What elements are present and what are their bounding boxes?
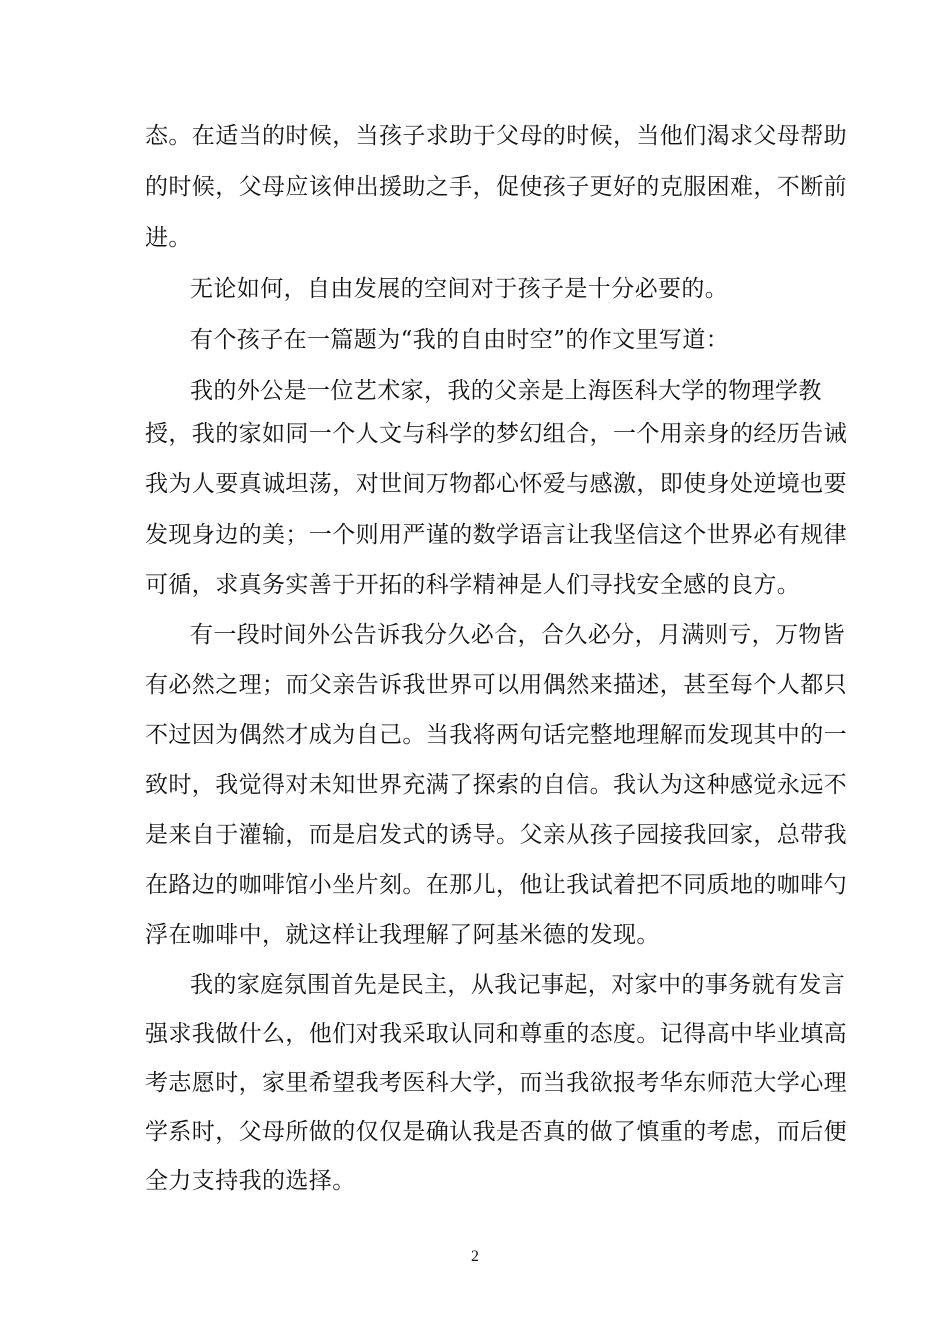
text-line: 有必然之理；而父亲告诉我世界可以用偶然来描述，甚至每个人都只 (145, 672, 847, 698)
text-line: 进。 (145, 225, 192, 251)
text-line: 态。在适当的时候，当孩子求助于父母的时候，当他们渴求父母帮助 (145, 123, 847, 149)
paragraph-first-line: 无论如何，自由发展的空间对于孩子是十分必要的。 (190, 276, 729, 302)
paragraph-first-line: 我的家庭氛围首先是民主，从我记事起，对家中的事务就有发言 (190, 972, 846, 998)
page-number: 2 (471, 1248, 479, 1265)
paragraph-first-line: 有个孩子在一篇题为“我的自由时空”的作文里写道： (190, 327, 730, 353)
text-line: 学系时，父母所做的仅仅是确认我是否真的做了慎重的考虑，而后便 (145, 1119, 847, 1145)
text-line: 考志愿时，家里希望我考医科大学，而当我欲报考华东师范大学心理 (145, 1070, 847, 1096)
text-line: 可循，求真务实善于开拓的科学精神是人们寻找安全感的良方。 (145, 572, 801, 598)
text-line: 我为人要真诚坦荡，对世间万物都心怀爱与感激，即使身处逆境也要 (145, 471, 847, 497)
text-line: 是来自于灌输，而是启发式的诱导。父亲从孩子园接我回家，总带我 (145, 822, 847, 848)
text-line: 致时，我觉得对未知世界充满了探索的自信。我认为这种感觉永远不 (145, 772, 847, 798)
text-line: 不过因为偶然才成为自己。当我将两句话完整地理解而发现其中的一 (145, 722, 847, 748)
paragraph-first-line: 我的外公是一位艺术家，我的父亲是上海医科大学的物理学教 (190, 378, 822, 404)
text-line: 全力支持我的选择。 (145, 1168, 356, 1194)
text-line: 授，我的家如同一个人文与科学的梦幻组合，一个用亲身的经历告诫 (145, 421, 847, 447)
paragraph-first-line: 有一段时间外公告诉我分久必合，合久必分，月满则亏，万物皆 (190, 622, 846, 648)
text-line: 在路边的咖啡馆小坐片刻。在那儿，他让我试着把不同质地的咖啡勺 (145, 872, 847, 898)
text-line: 强求我做什么，他们对我采取认同和尊重的态度。记得高中毕业填高 (145, 1021, 847, 1047)
text-line: 的时候，父母应该伸出援助之手，促使孩子更好的克服困难，不断前 (145, 174, 847, 200)
text-line: 浮在咖啡中，就这样让我理解了阿基米德的发现。 (145, 922, 660, 948)
text-line: 发现身边的美；一个则用严谨的数学语言让我坚信这个世界必有规律 (145, 522, 847, 548)
